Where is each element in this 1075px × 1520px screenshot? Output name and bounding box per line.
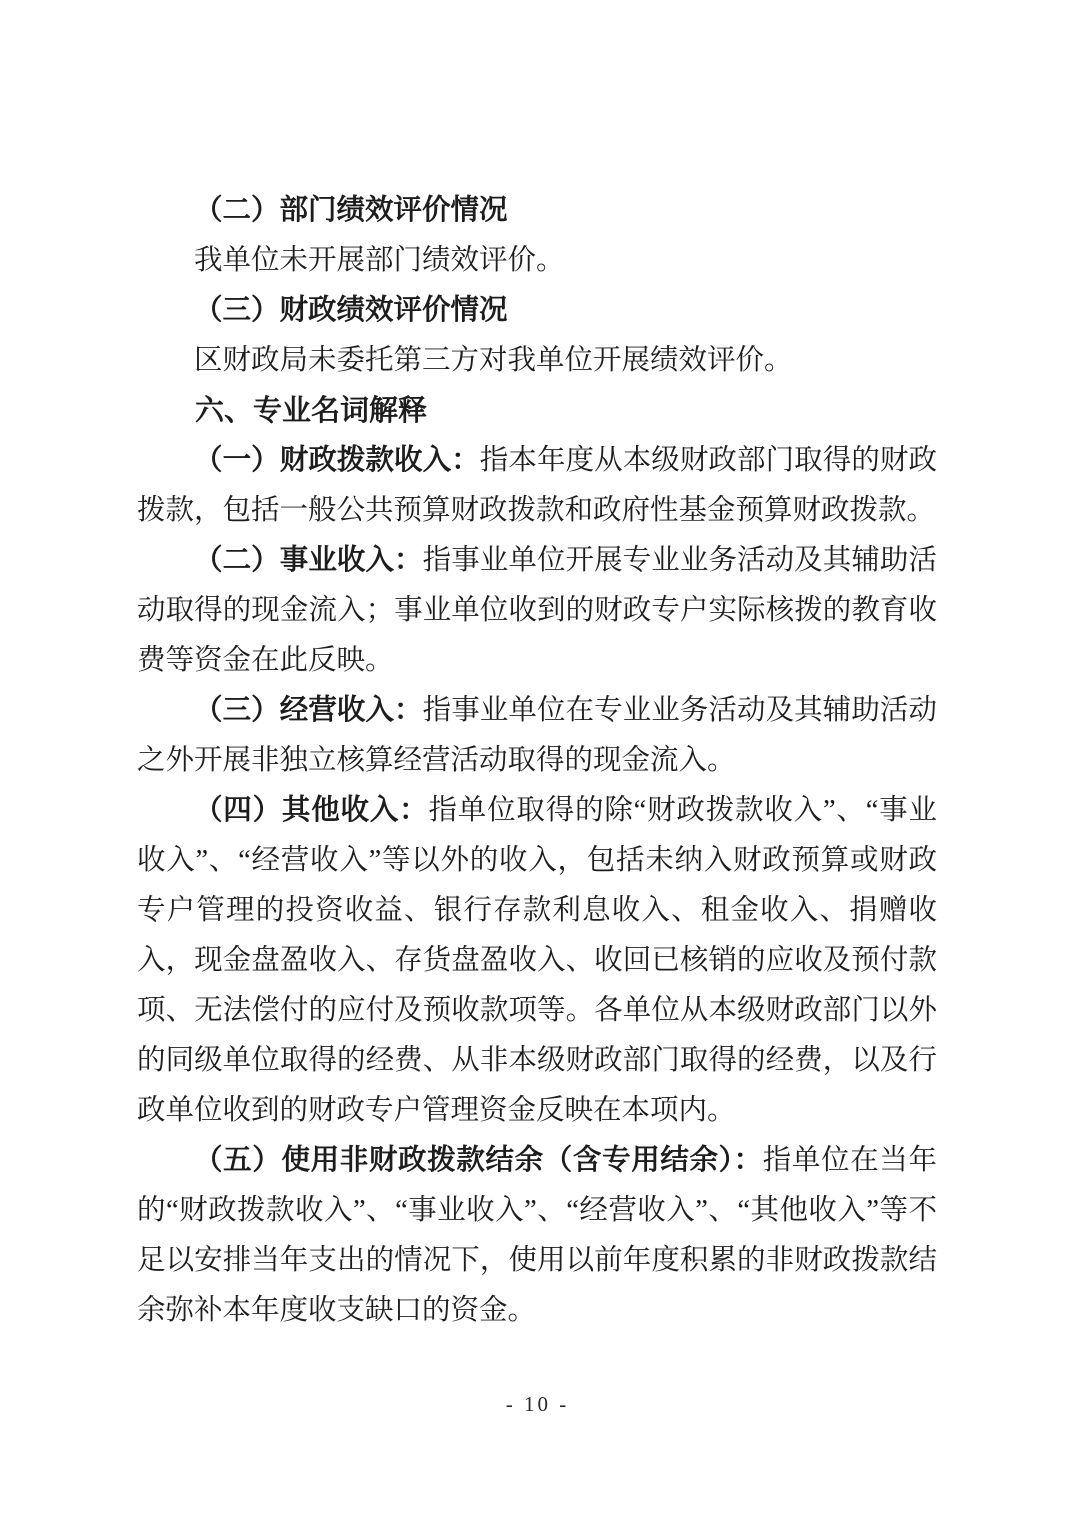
page-footer xyxy=(0,1392,1075,1417)
sub-section-heading: （二）部门绩效评价情况 xyxy=(194,195,508,226)
term-definition-paragraph xyxy=(137,686,937,786)
document-body xyxy=(137,186,937,1336)
term-label: （五）使用非财政拨款结余（含专用结余）： xyxy=(194,1145,763,1176)
term-definition-paragraph xyxy=(137,786,937,1136)
term-label: （二）事业收入： xyxy=(194,545,423,576)
body-paragraph: 我单位未开展部门绩效评价。 xyxy=(194,245,565,276)
body-paragraph: 区财政局未委托第三方对我单位开展绩效评价。 xyxy=(194,345,793,376)
term-definition-text: 指本年度从本级财政部门取得的财政拨款，包括一般公共预算财政拨款和政府性基金预算财政拨款。 xyxy=(137,445,937,526)
term-definition-paragraph xyxy=(137,1136,937,1336)
term-label: （三）经营收入： xyxy=(194,695,423,726)
term-definition-paragraph xyxy=(137,536,937,686)
term-label: （四）其他收入： xyxy=(194,795,429,826)
term-label: （一）财政拨款收入： xyxy=(194,445,480,476)
term-definition-paragraph xyxy=(137,436,937,536)
term-definition-text: 指单位在当年的“财政拨款收入”、“事业收入”、“经营收入”、“其他收入”等不足以安排当年支出的情况下，使用以前年度积累的非财政拨款结余弥补本年度收支缺口的资金。 xyxy=(137,1145,937,1326)
term-definition-text: 指事业单位开展专业业务活动及其辅助活动取得的现金流入；事业单位收到的财政专户实际核拨的教育收费等资金在此反映。 xyxy=(137,545,937,676)
sub-section-heading: （三）财政绩效评价情况 xyxy=(194,295,508,326)
term-definition-text: 指单位取得的除“财政拨款收入”、“事业收入”、“经营收入”等以外的收入，包括未纳入财政预算或财政专户管理的投资收益、银行存款利息收入、租金收入、捐赠收入，现金盘盈收入、存货盘盈收入、收回已核销的应收及预付款项、无法偿付的应付及预收款项等。各单位从本级财政部门以外的同级单位取得的经费、从非本级财政部门取得的经费，以及行政单位收到的财政专户管理资金反映在本项内。 xyxy=(137,795,937,1126)
term-definition-text: 指事业单位在专业业务活动及其辅助活动之外开展非独立核算经营活动取得的现金流入。 xyxy=(137,695,937,776)
section-heading: 六、专业名词解释 xyxy=(195,395,428,427)
page-number: - 10 - xyxy=(505,1392,570,1416)
